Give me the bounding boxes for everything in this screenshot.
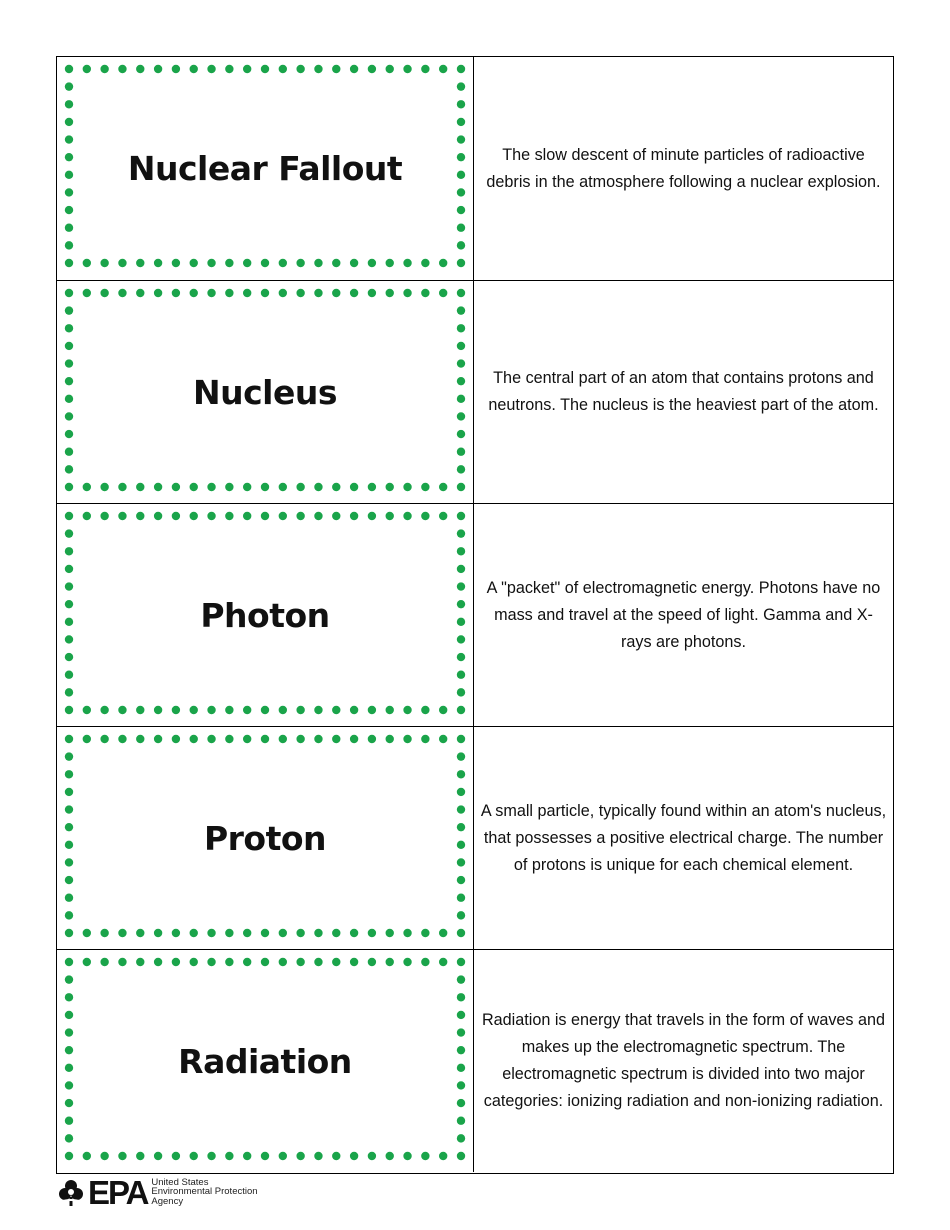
definition-text: The central part of an atom that contains protons and neutrons. The nucleus is the heaviest part of the atom. [488,369,879,414]
term-label: Proton [203,818,327,858]
flashcard-grid [56,56,894,1174]
card-row [57,726,893,949]
term-cell [57,57,474,280]
term-label: Radiation [178,1041,352,1081]
term-cell [57,950,474,1172]
term-cell [57,727,474,949]
card-row [57,57,893,280]
definition-text: A small particle, typically found within an atom's nucleus, that possesses a positive electrical charge. The number of protons is unique for each chemical element. [480,801,887,874]
definition-cell [474,727,893,949]
term-label: Nuclear Fallout [127,149,403,188]
card-row [57,949,893,1172]
term-cell [57,504,474,726]
card-row [57,280,893,503]
definition-cell [474,281,893,503]
term-label: Nucleus [192,372,337,412]
epa-logo-text: EPA [88,1173,148,1211]
term-label: Photon [200,595,330,635]
definition-cell [474,504,893,726]
agency-name [151,1178,257,1207]
definition-text: The slow descent of minute particles of radioactive debris in the atmosphere following a nuclear explosion. [486,145,881,191]
term-cell [57,281,474,503]
definition-cell [474,950,893,1172]
epa-footer [56,1174,258,1210]
agency-line: Agency [151,1195,184,1207]
definition-text: Radiation is energy that travels in the form of waves and makes up the electromagnetic spectrum. The electromagnetic spectrum is divided into two major categories: ionizing radiation and non-ionizing radiation. [481,1011,886,1110]
agency-line: United States [151,1176,209,1188]
definition-text: A "packet" of electromagnetic energy. Photons have no mass and travel at the speed of light. Gamma and X-rays are photons. [486,578,881,651]
epa-flower-icon [56,1177,86,1207]
definition-cell [474,57,893,280]
card-row [57,503,893,726]
agency-line: Environmental Protection [151,1186,258,1198]
